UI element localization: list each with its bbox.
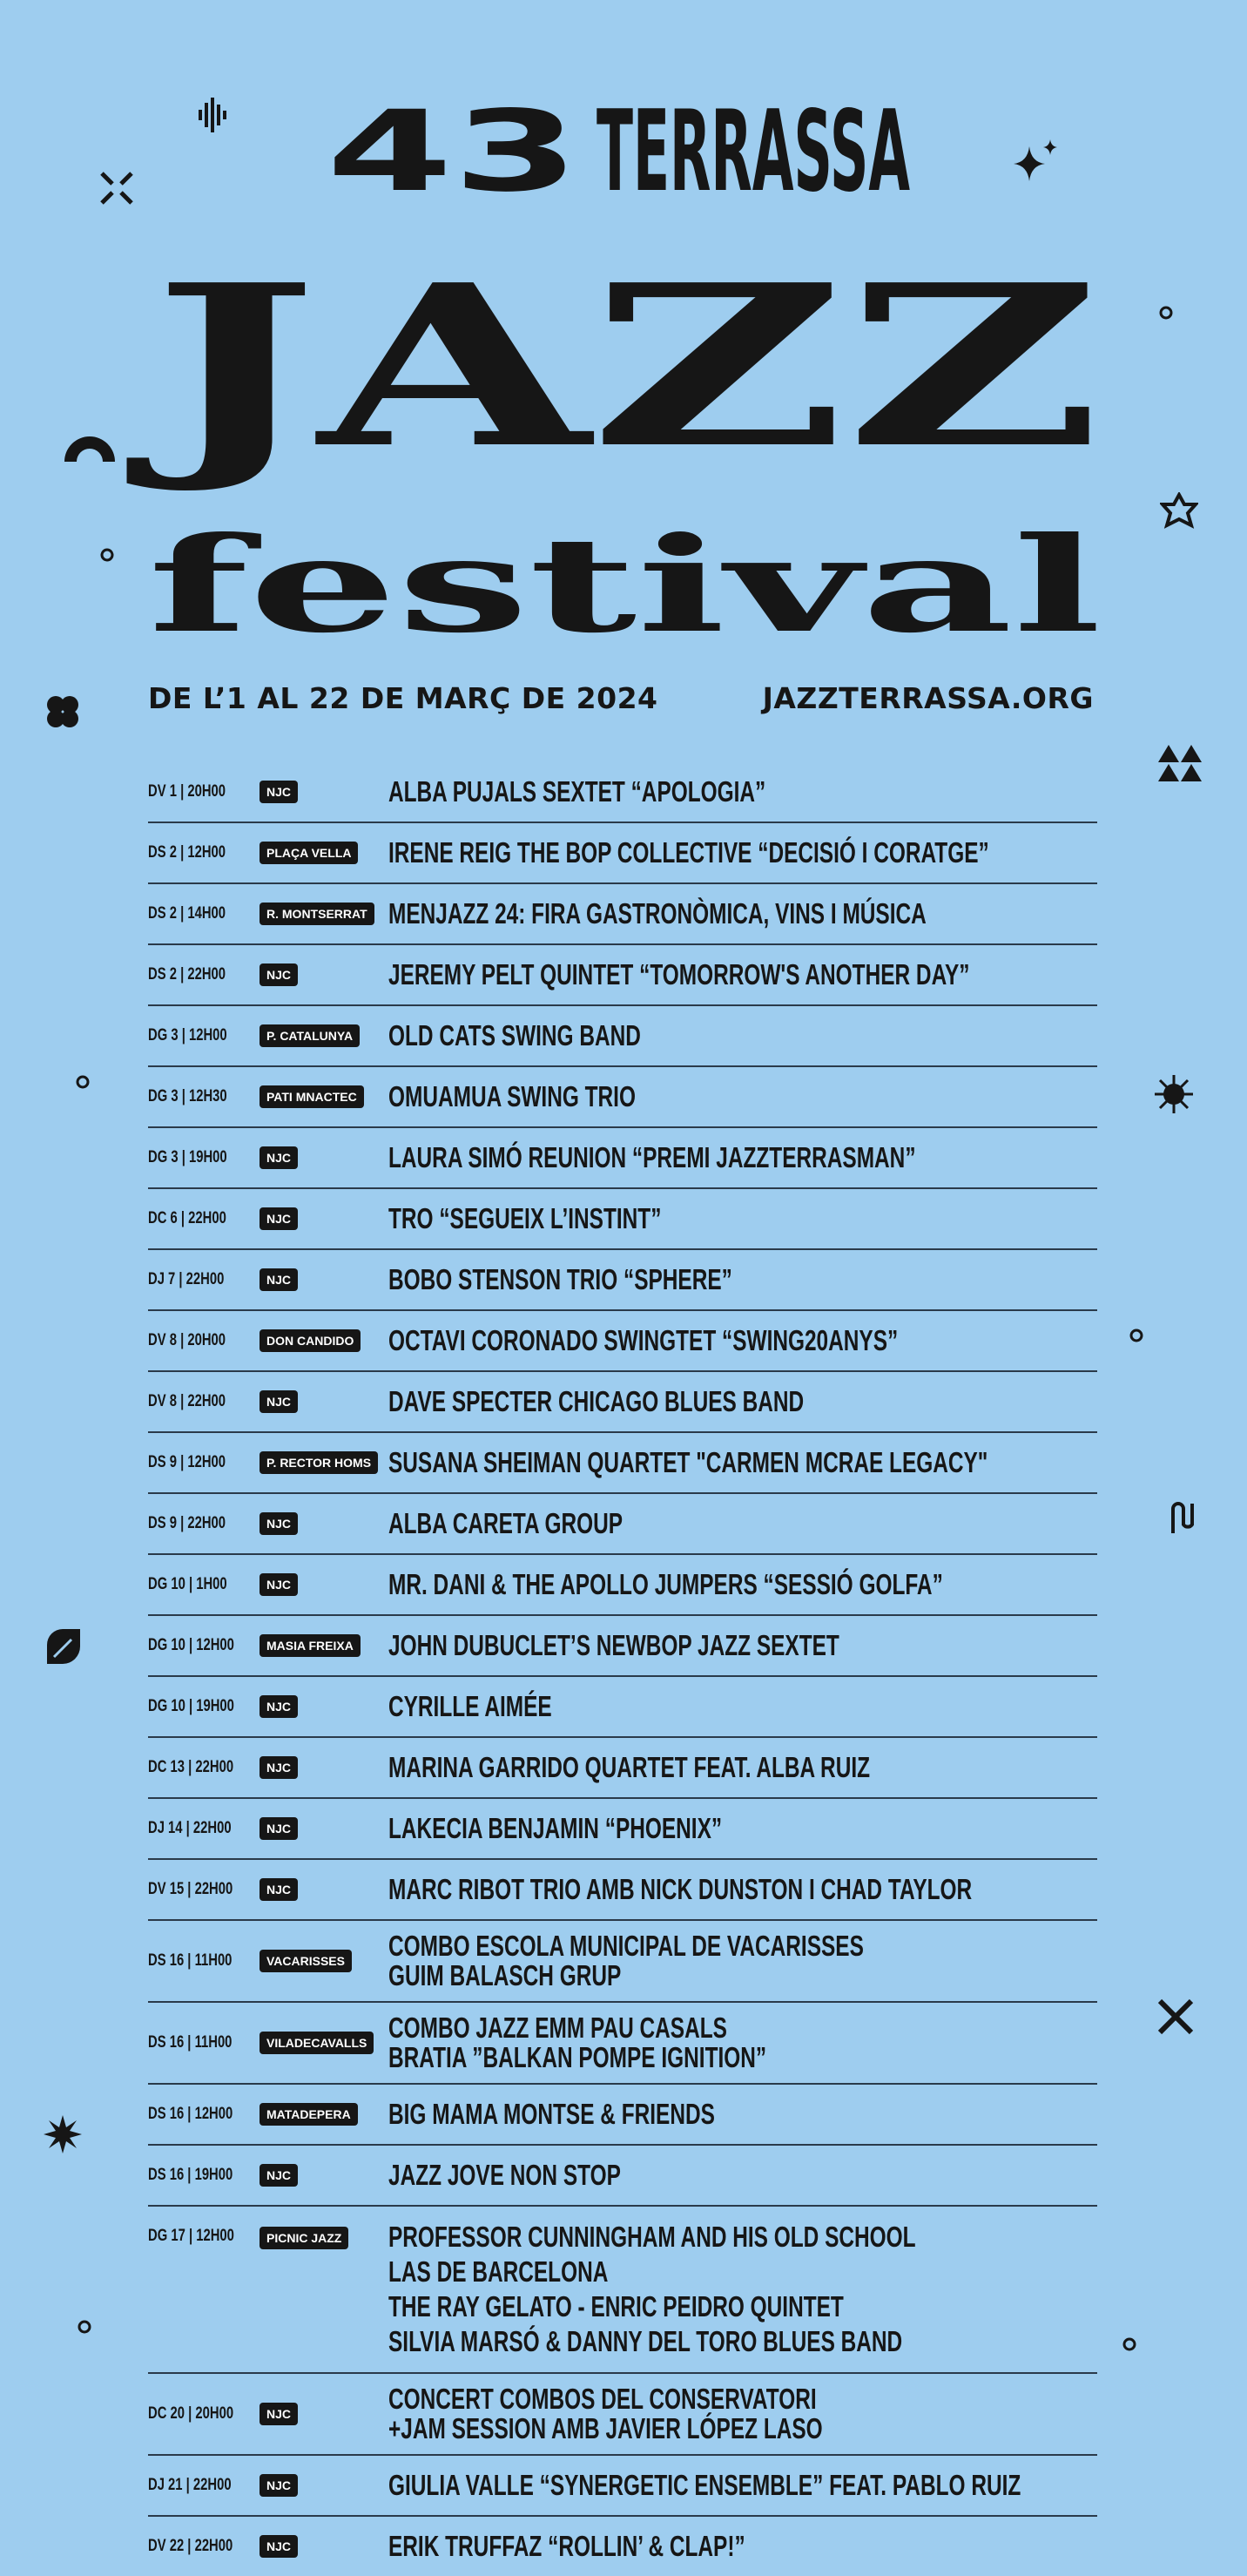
event-row: [148, 1494, 1097, 1555]
event-row: [148, 1738, 1097, 1799]
ring-icon: [1158, 305, 1174, 321]
venue-badge: MATADEPERA: [260, 2103, 358, 2126]
event-date-time: DJ 14 | 22H00: [148, 1819, 232, 1837]
sparkle-icon: [1010, 138, 1062, 190]
ring-icon: [75, 1074, 91, 1090]
venue-badge: NJC: [260, 1817, 298, 1840]
festival-wordmark: festival: [148, 509, 1102, 662]
venue-badge: NJC: [260, 2474, 298, 2497]
event-date-time: DG 10 | 19H00: [148, 1697, 234, 1715]
event-title: COMBO ESCOLA MUNICIPAL DE VACARISSES: [388, 1930, 864, 1962]
event-title: MENJAZZ 24: FIRA GASTRONÒMICA, VINS I MÚSICA: [388, 897, 927, 930]
venue-badge: R. MONTSERRAT: [260, 903, 374, 925]
event-date-time: DG 3 | 12H00: [148, 1026, 227, 1045]
venue-badge: PICNIC JAZZ: [260, 2227, 348, 2249]
event-row: [148, 2374, 1097, 2456]
squiggle-icon: [1169, 1498, 1195, 1537]
event-date-time: DV 22 | 22H00: [148, 2537, 233, 2555]
event-date-time: DS 2 | 14H00: [148, 904, 226, 923]
ring-icon: [99, 547, 115, 563]
soundwave-icon: [197, 98, 226, 132]
event-row: [148, 1311, 1097, 1372]
event-date-time: DS 16 | 11H00: [148, 2033, 233, 2052]
event-title: GIULIA VALLE “SYNERGETIC ENSEMBLE” FEAT. PABLO RUIZ: [388, 2469, 1021, 2501]
event-title: OCTAVI CORONADO SWINGTET “SWING20ANYS”: [388, 1324, 899, 1356]
venue-badge: NJC: [260, 2535, 298, 2558]
event-row: [148, 1555, 1097, 1616]
venue-badge: NJC: [260, 1146, 298, 1169]
event-row: [148, 1433, 1097, 1494]
city-name: TERRASSA: [597, 87, 910, 217]
event-title: THE RAY GELATO - ENRIC PEIDRO QUINTET: [388, 2290, 844, 2322]
event-date-time: DV 1 | 20H00: [148, 782, 226, 801]
festival-logo: [0, 0, 1247, 666]
leaf-icon: [44, 1627, 84, 1667]
venue-badge: NJC: [260, 2164, 298, 2187]
venue-badge: VILADECAVALLS: [260, 2032, 374, 2054]
venue-badge: NJC: [260, 1756, 298, 1779]
event-row: [148, 1799, 1097, 1860]
venue-badge: NJC: [260, 963, 298, 986]
event-date-time: DV 8 | 22H00: [148, 1392, 226, 1410]
event-title: ALBA PUJALS SEXTET “APOLOGIA”: [388, 775, 766, 808]
venue-badge: NJC: [260, 1207, 298, 1230]
event-title: ERIK TRUFFAZ “ROLLIN’ & CLAP!”: [388, 2530, 745, 2562]
event-title: +JAM SESSION AMB JAVIER LÓPEZ LASO: [388, 2412, 823, 2444]
event-title: TRO “SEGUEIX L’INSTINT”: [388, 1202, 662, 1234]
event-date-time: DS 2 | 12H00: [148, 843, 226, 862]
event-row: [148, 823, 1097, 884]
clover-icon: [44, 693, 82, 731]
event-title: IRENE REIG THE BOP COLLECTIVE “DECISIÓ I CORATGE”: [388, 836, 989, 869]
event-title: OMUAMUA SWING TRIO: [388, 1080, 636, 1112]
edition-number: 43: [327, 87, 579, 217]
event-title: BOBO STENSON TRIO “SPHERE”: [388, 1263, 732, 1295]
close-x-icon: [1156, 1998, 1195, 2036]
event-row: [148, 884, 1097, 945]
event-row: [148, 1860, 1097, 1921]
venue-badge: NJC: [260, 1878, 298, 1901]
event-title: BRATIA ”BALKAN POMPE IGNITION”: [388, 2041, 767, 2073]
event-title: CYRILLE AIMÉE: [388, 1690, 552, 1722]
event-title: LAS DE BARCELONA: [388, 2255, 609, 2288]
event-title: MARINA GARRIDO QUARTET FEAT. ALBA RUIZ: [388, 1751, 871, 1783]
event-row: [148, 1006, 1097, 1067]
event-row: [148, 2085, 1097, 2146]
sunburst-icon: [1154, 1074, 1194, 1114]
event-date-time: DG 10 | 12H00: [148, 1636, 234, 1654]
venue-badge: NJC: [260, 1390, 298, 1413]
arch-icon: [61, 427, 118, 462]
event-row: [148, 1677, 1097, 1738]
venue-badge: NJC: [260, 1695, 298, 1718]
event-date-time: DS 2 | 22H00: [148, 965, 226, 984]
event-date-time: DC 13 | 22H00: [148, 1758, 234, 1776]
event-date-time: DV 8 | 20H00: [148, 1331, 226, 1349]
venue-badge: NJC: [260, 1512, 298, 1535]
venue-badge: VACARISSES: [260, 1950, 352, 1972]
event-date-time: DJ 7 | 22H00: [148, 1270, 225, 1288]
event-title: MR. DANI & THE APOLLO JUMPERS “SESSIÓ GOLFA”: [388, 1568, 943, 1600]
burst-icon: [44, 2115, 82, 2153]
event-date-time: DG 10 | 1H00: [148, 1575, 227, 1593]
event-row: [148, 2517, 1097, 2576]
event-date-time: DG 3 | 12H30: [148, 1087, 227, 1105]
event-row: [148, 2456, 1097, 2517]
event-date-time: DC 6 | 22H00: [148, 1209, 226, 1227]
venue-badge: P. CATALUNYA: [260, 1024, 360, 1047]
event-date-time: DS 9 | 22H00: [148, 1514, 226, 1532]
ring-icon: [1122, 2336, 1137, 2352]
event-date-time: DS 16 | 19H00: [148, 2166, 233, 2184]
event-date-time: DS 16 | 11H00: [148, 1951, 233, 1970]
website-link[interactable]: JAZZTERRASSA.ORG: [762, 681, 1094, 715]
event-title: SUSANA SHEIMAN QUARTET "CARMEN MCRAE LEGACY": [388, 1446, 988, 1478]
venue-badge: NJC: [260, 1268, 298, 1291]
event-date-time: DV 15 | 22H00: [148, 1880, 233, 1898]
venue-badge: NJC: [260, 781, 298, 803]
event-title: SILVIA MARSÓ & DANNY DEL TORO BLUES BAND: [388, 2325, 903, 2357]
event-row: [148, 1067, 1097, 1128]
event-row: [148, 2003, 1097, 2085]
triangles-icon: [1158, 745, 1202, 781]
event-date-time: DC 20 | 20H00: [148, 2404, 234, 2423]
schedule-list: [148, 762, 1097, 2576]
event-row: [148, 1921, 1097, 2003]
ring-icon: [1129, 1328, 1144, 1343]
event-date-time: DG 17 | 12H00: [148, 2227, 234, 2245]
event-row: [148, 1372, 1097, 1433]
event-row: [148, 1128, 1097, 1189]
event-title: CONCERT COMBOS DEL CONSERVATORI: [388, 2383, 817, 2415]
event-title: JOHN DUBUCLET’S NEWBOP JAZZ SEXTET: [388, 1629, 839, 1661]
event-row: [148, 2207, 1097, 2374]
event-date-time: DJ 21 | 22H00: [148, 2476, 232, 2494]
event-row: [148, 1189, 1097, 1250]
star-outline-icon: [1160, 492, 1198, 531]
event-row: [148, 762, 1097, 823]
event-date-time: DS 16 | 12H00: [148, 2105, 233, 2123]
venue-badge: P. RECTOR HOMS: [260, 1451, 378, 1474]
venue-badge: DON CANDIDO: [260, 1329, 361, 1352]
event-title: JEREMY PELT QUINTET “TOMORROW'S ANOTHER DAY”: [388, 958, 970, 991]
event-title: OLD CATS SWING BAND: [388, 1019, 641, 1051]
event-date-time: DG 3 | 19H00: [148, 1148, 227, 1166]
event-title: COMBO JAZZ EMM PAU CASALS: [388, 2011, 727, 2044]
event-title: ALBA CARETA GROUP: [388, 1507, 624, 1539]
event-title: GUIM BALASCH GRUP: [388, 1959, 622, 1991]
venue-badge: NJC: [260, 1573, 298, 1596]
cross-arrows-icon: [98, 170, 135, 206]
venue-badge: NJC: [260, 2403, 298, 2425]
jazz-wordmark: JAZZ: [126, 237, 1102, 497]
event-title: DAVE SPECTER CHICAGO BLUES BAND: [388, 1385, 805, 1417]
venue-badge: PATI MNACTEC: [260, 1085, 364, 1108]
event-title: MARC RIBOT TRIO AMB NICK DUNSTON I CHAD TAYLOR: [388, 1873, 973, 1905]
event-title: LAURA SIMÓ REUNION “PREMI JAZZTERRASMAN”: [388, 1141, 916, 1173]
event-row: [148, 1616, 1097, 1677]
event-date-time: DS 9 | 12H00: [148, 1453, 226, 1471]
ring-icon: [77, 2319, 92, 2335]
event-title: BIG MAMA MONTSE & FRIENDS: [388, 2098, 715, 2130]
event-title: PROFESSOR CUNNINGHAM AND HIS OLD SCHOOL: [388, 2221, 916, 2253]
event-row: [148, 945, 1097, 1006]
event-title: JAZZ JOVE NON STOP: [388, 2159, 621, 2191]
venue-badge: MASIA FREIXA: [260, 1634, 361, 1657]
venue-badge: PLAÇA VELLA: [260, 842, 358, 864]
event-title: LAKECIA BENJAMIN “PHOENIX”: [388, 1812, 723, 1844]
event-row: [148, 1250, 1097, 1311]
event-row: [148, 2146, 1097, 2207]
festival-dates: DE L’1 AL 22 DE MARÇ DE 2024: [148, 681, 658, 715]
